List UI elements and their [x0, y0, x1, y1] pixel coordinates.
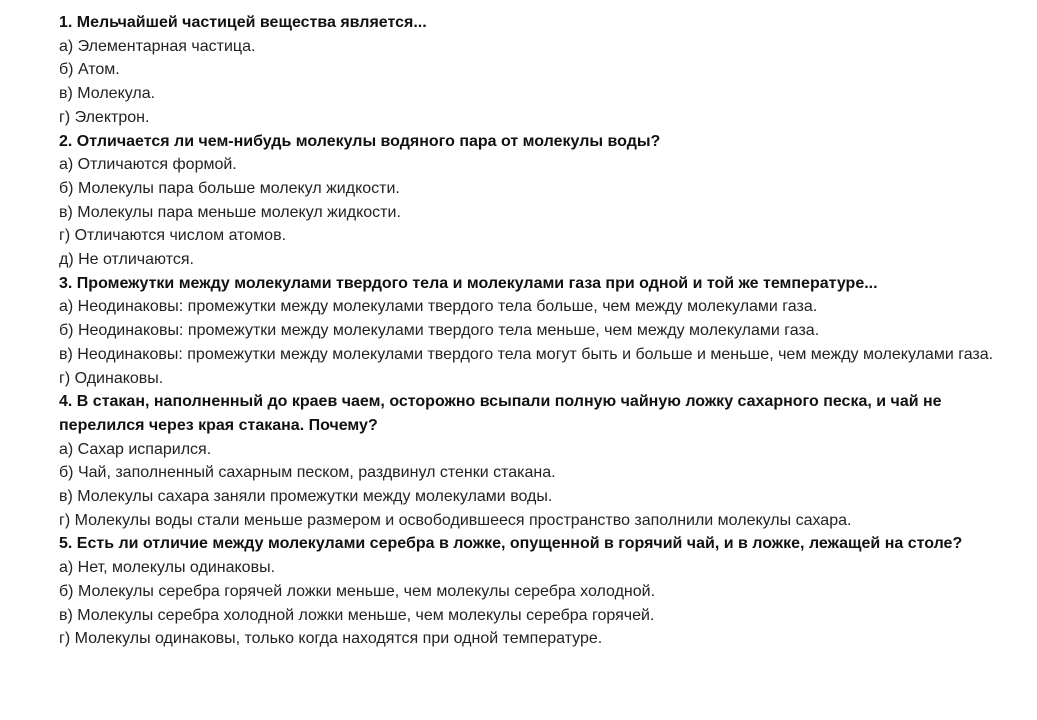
question-text: 2. Отличается ли чем-нибудь молекулы водяного пара от молекулы воды?: [59, 132, 661, 150]
question-block: [59, 532, 1019, 651]
question-text: 4. В стакан, наполненный до краев чаем, осторожно всыпали полную чайную ложку сахарного песка, и чай не перелился через края стакана. Почему?: [59, 393, 942, 434]
answer-option: г) Молекулы одинаковы, только когда находятся при одной температуре.: [59, 630, 603, 648]
answer-option: в) Молекулы пара меньше молекул жидкости.: [59, 203, 401, 221]
answer-option: г) Электрон.: [59, 108, 150, 126]
answer-option: а) Нет, молекулы одинаковы.: [59, 559, 276, 577]
answer-option: в) Молекулы сахара заняли промежутки между молекулами воды.: [59, 488, 553, 506]
answer-option: а) Неодинаковы: промежутки между молекулами твердого тела больше, чем между молекулами газа.: [59, 298, 818, 316]
answer-option: б) Атом.: [59, 61, 120, 79]
question-block: [59, 11, 1019, 130]
answer-option: г) Отличаются числом атомов.: [59, 227, 287, 245]
answer-option: б) Молекулы серебра горячей ложки меньше, чем молекулы серебра холодной.: [59, 582, 656, 600]
question-text: 5. Есть ли отличие между молекулами серебра в ложке, опущенной в горячий чай, и в ложке, лежащей на столе?: [59, 535, 963, 553]
answer-option: г) Одинаковы.: [59, 369, 164, 387]
answer-option: а) Элементарная частица.: [59, 37, 256, 55]
answer-option: г) Молекулы воды стали меньше размером и освободившееся пространство заполнили молекулы сахара.: [59, 511, 852, 529]
answer-option: а) Сахар испарился.: [59, 440, 212, 458]
question-text: 3. Промежутки между молекулами твердого тела и молекулами газа при одной и той же температуре...: [59, 274, 878, 292]
question-block: [59, 390, 1019, 532]
question-block: [59, 272, 1019, 391]
answer-option: а) Отличаются формой.: [59, 156, 237, 174]
question-text: 1. Мельчайшей частицей вещества является...: [59, 14, 427, 31]
answer-option: д) Не отличаются.: [59, 251, 194, 269]
answer-option: в) Неодинаковы: промежутки между молекулами твердого тела могут быть и больше и меньше, чем между молекулами газа.: [59, 345, 994, 363]
answer-option: б) Чай, заполненный сахарным песком, раздвинул стенки стакана.: [59, 464, 556, 482]
question-block: [59, 130, 1019, 272]
quiz-document: [59, 11, 1019, 651]
answer-option: б) Молекулы пара больше молекул жидкости.: [59, 179, 400, 197]
answer-option: в) Молекулы серебра холодной ложки меньше, чем молекулы серебра горячей.: [59, 606, 655, 624]
answer-option: в) Молекула.: [59, 85, 156, 103]
answer-option: б) Неодинаковы: промежутки между молекулами твердого тела меньше, чем между молекулами газа.: [59, 322, 820, 340]
